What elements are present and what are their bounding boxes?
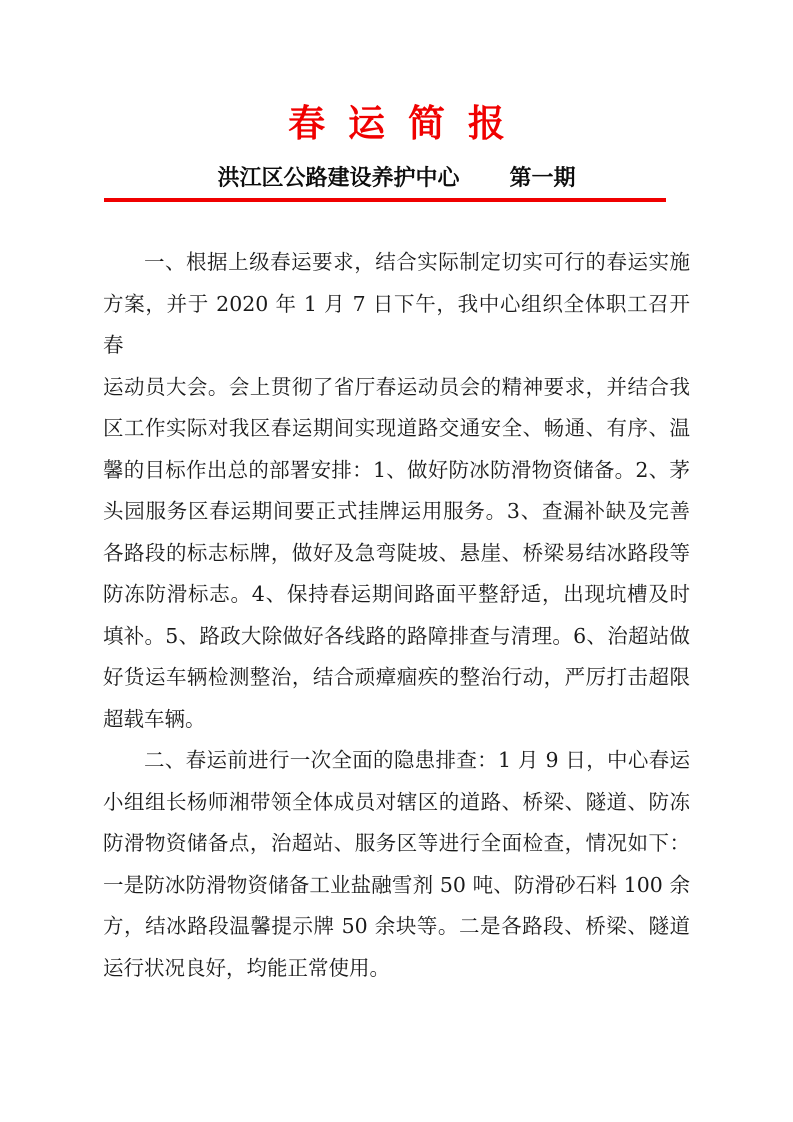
text-line: 区工作实际对我区春运期间实现道路交通安全、畅通、有序、温 — [103, 416, 690, 440]
text-line: 一、根据上级春运要求，结合实际制定切实可行的春运实施 — [144, 250, 690, 274]
text-line: 防滑物资储备点，治超站、服务区等进行全面检查，情况如下： — [103, 831, 690, 855]
paragraph — [103, 740, 690, 989]
text-line: 好货运车辆检测整治，结合顽瘴痼疾的整治行动，严厉打击超限 — [103, 665, 690, 689]
document-title: 春运简报 — [288, 101, 528, 145]
text-line: 防冻防滑标志。4、保持春运期间路面平整舒适，出现坑槽及时 — [103, 582, 690, 606]
text-line: 运行状况良好，均能正常使用。 — [103, 955, 390, 980]
text-line: 头园服务区春运期间要正式挂牌运用服务。3、查漏补缺及完善 — [103, 499, 690, 523]
text-line: 运动员大会。会上贯彻了省厅春运动员会的精神要求，并结合我 — [103, 374, 690, 399]
text-line: 馨的目标作出总的部署安排：1、做好防冰防滑物资储备。2、茅 — [103, 457, 690, 482]
text-line: 方，结冰路段温馨提示牌 50 余块等。二是各路段、桥梁、隧道 — [103, 914, 690, 938]
org-name: 洪江区公路建设养护中心 — [217, 165, 460, 191]
masthead — [103, 165, 690, 191]
issue-number: 第一期 — [509, 165, 576, 191]
paragraph — [103, 242, 690, 740]
text-line: 一是防冰防滑物资储备工业盐融雪剂 50 吨、防滑砂石料 100 余 — [103, 872, 690, 897]
text-line: 填补。5、路政大除做好各线路的路障排查与清理。6、治超站做 — [103, 623, 690, 648]
text-line: 各路段的标志标牌，做好及急弯陡坡、悬崖、桥梁易结冰路段等 — [103, 540, 690, 565]
text-line: 方案，并于 2020 年 1 月 7 日下午，我中心组织全体职工召开春 — [103, 291, 690, 357]
document-body — [103, 242, 690, 989]
text-line: 超载车辆。 — [103, 706, 206, 731]
text-line: 小组组长杨师湘带领全体成员对辖区的道路、桥梁、隧道、防冻 — [103, 789, 690, 814]
red-divider-rule — [104, 198, 666, 202]
text-line: 二、春运前进行一次全面的隐患排查：1 月 9 日，中心春运 — [144, 748, 690, 772]
